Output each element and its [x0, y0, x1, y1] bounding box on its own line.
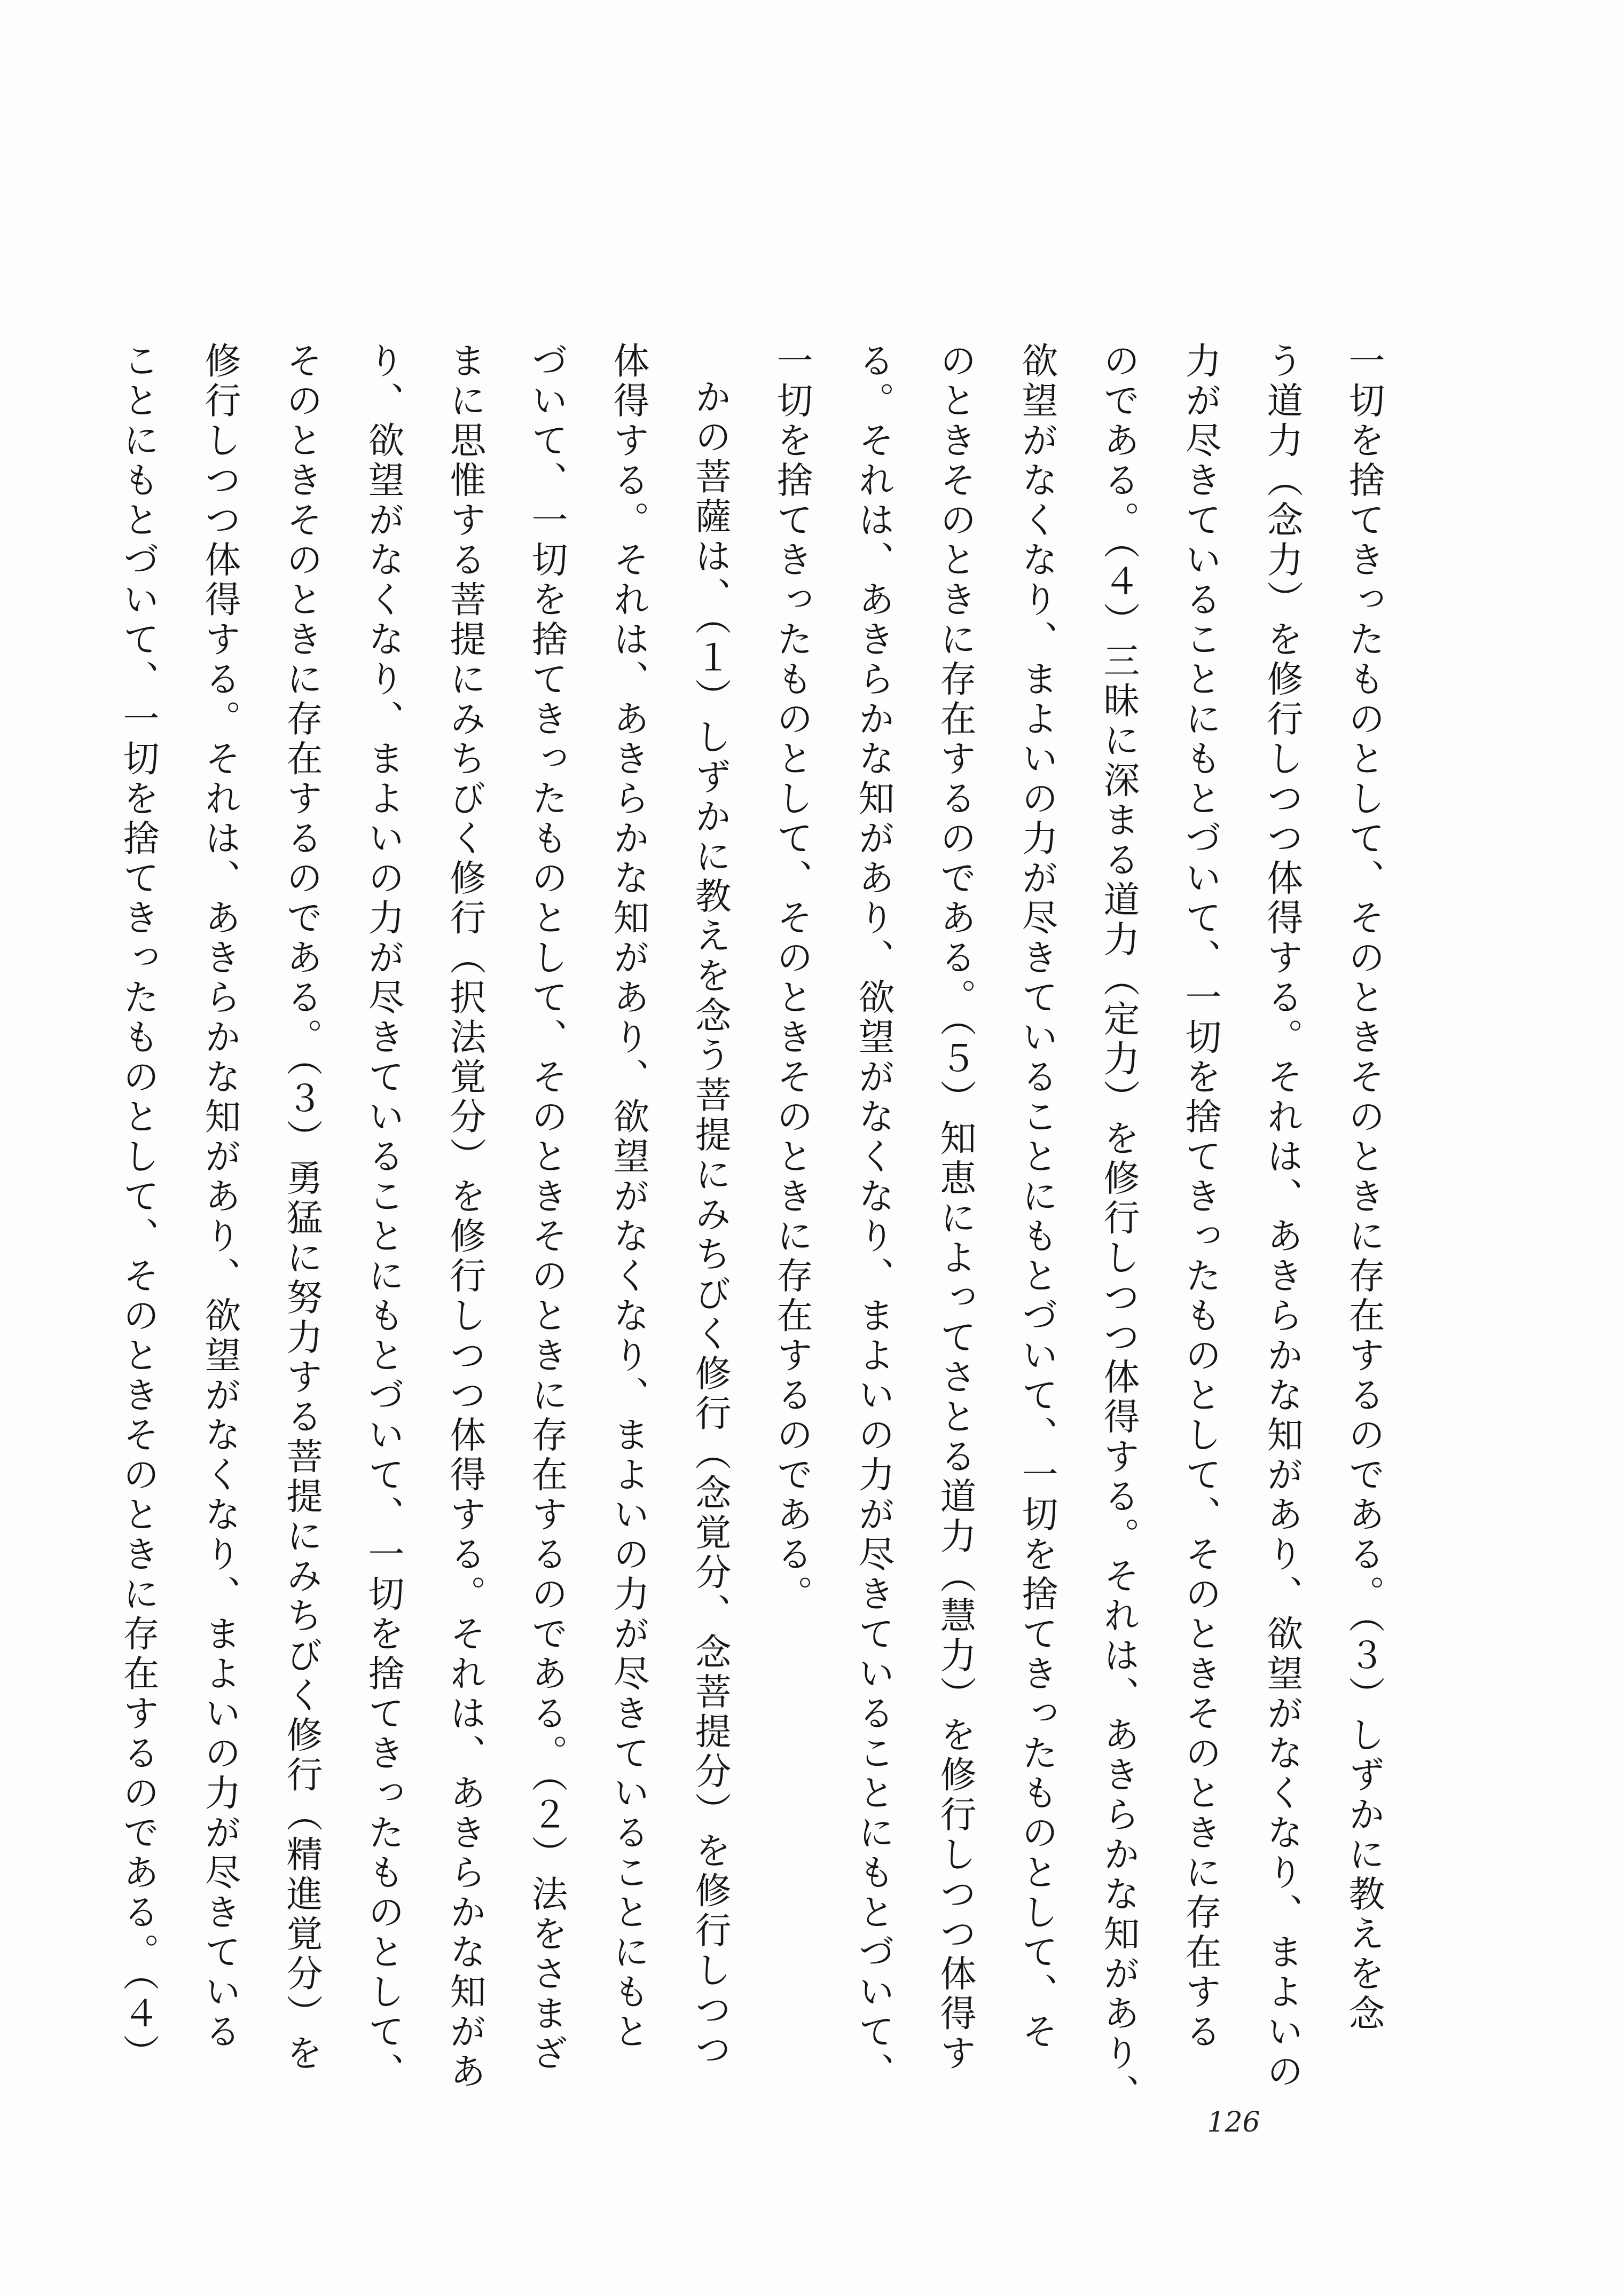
text-line-13: り、欲望がなくなり、まよいの力が尽きていることにもとづいて、一切を捨てきったものとして、	[362, 342, 404, 2092]
text-line-10: 体得する。それは、あきらかな知があり、欲望がなくなり、まよいの力が尽きていることにもと	[607, 342, 649, 2053]
text-line-14: そのときそのときに存在するのである。（３）勇猛に努力する菩提にみちびく修行（精進覚分）を	[280, 342, 323, 2074]
text-line-8: 一切を捨てきったものとして、そのときそのときに存在するのである。	[771, 342, 813, 1615]
text-line-15: 修行しつつ体得する。それは、あきらかな知があり、欲望がなくなり、まよいの力が尽きている	[199, 342, 241, 2053]
text-line-2: う道力（念力）を修行しつつ体得する。それは、あきらかな知があり、欲望がなくなり、まよいの	[1261, 342, 1303, 2092]
text-line-5: 欲望がなくなり、まよいの力が尽きていることにもとづいて、一切を捨てきったものとして、そ	[1016, 342, 1058, 2053]
text-line-6: のときそのときに存在するのである。（５）知恵によってさとる道力（慧力）を修行しつつ体得す	[934, 342, 976, 2074]
text-line-1: 一切を捨てきったものとして、そのときそのときに存在するのである。（３）しずかに教えを念	[1343, 342, 1385, 2034]
text-line-16: ことにもとづいて、一切を捨てきったものとして、そのときそのときに存在するのである。（４）	[117, 342, 159, 2074]
page-number: 126	[1207, 2106, 1260, 2138]
text-line-3: 力が尽きていることにもとづいて、一切を捨てきったものとして、そのときそのときに存在する	[1179, 342, 1221, 2053]
text-line-4: のである。（４）三昧に深まる道力（定力）を修行しつつ体得する。それは、あきらかな知があり、	[1097, 342, 1140, 2114]
text-line-7: る。それは、あきらかな知があり、欲望がなくなり、まよいの力が尽きていることにもとづいて、	[852, 342, 895, 2092]
text-line-12: まに思惟する菩提にみちびく修行（択法覚分）を修行しつつ体得する。それは、あきらかな知があ	[444, 342, 486, 2092]
text-line-9: かの菩薩は、（１）しずかに教えを念う菩提にみちびく修行（念覚分、念菩提分）を修行しつつ	[689, 378, 731, 2071]
vertical-text-block	[117, 342, 1405, 2114]
text-line-11: づいて、一切を捨てきったものとして、そのときそのときに存在するのである。（２）法をさまざ	[525, 342, 568, 2074]
